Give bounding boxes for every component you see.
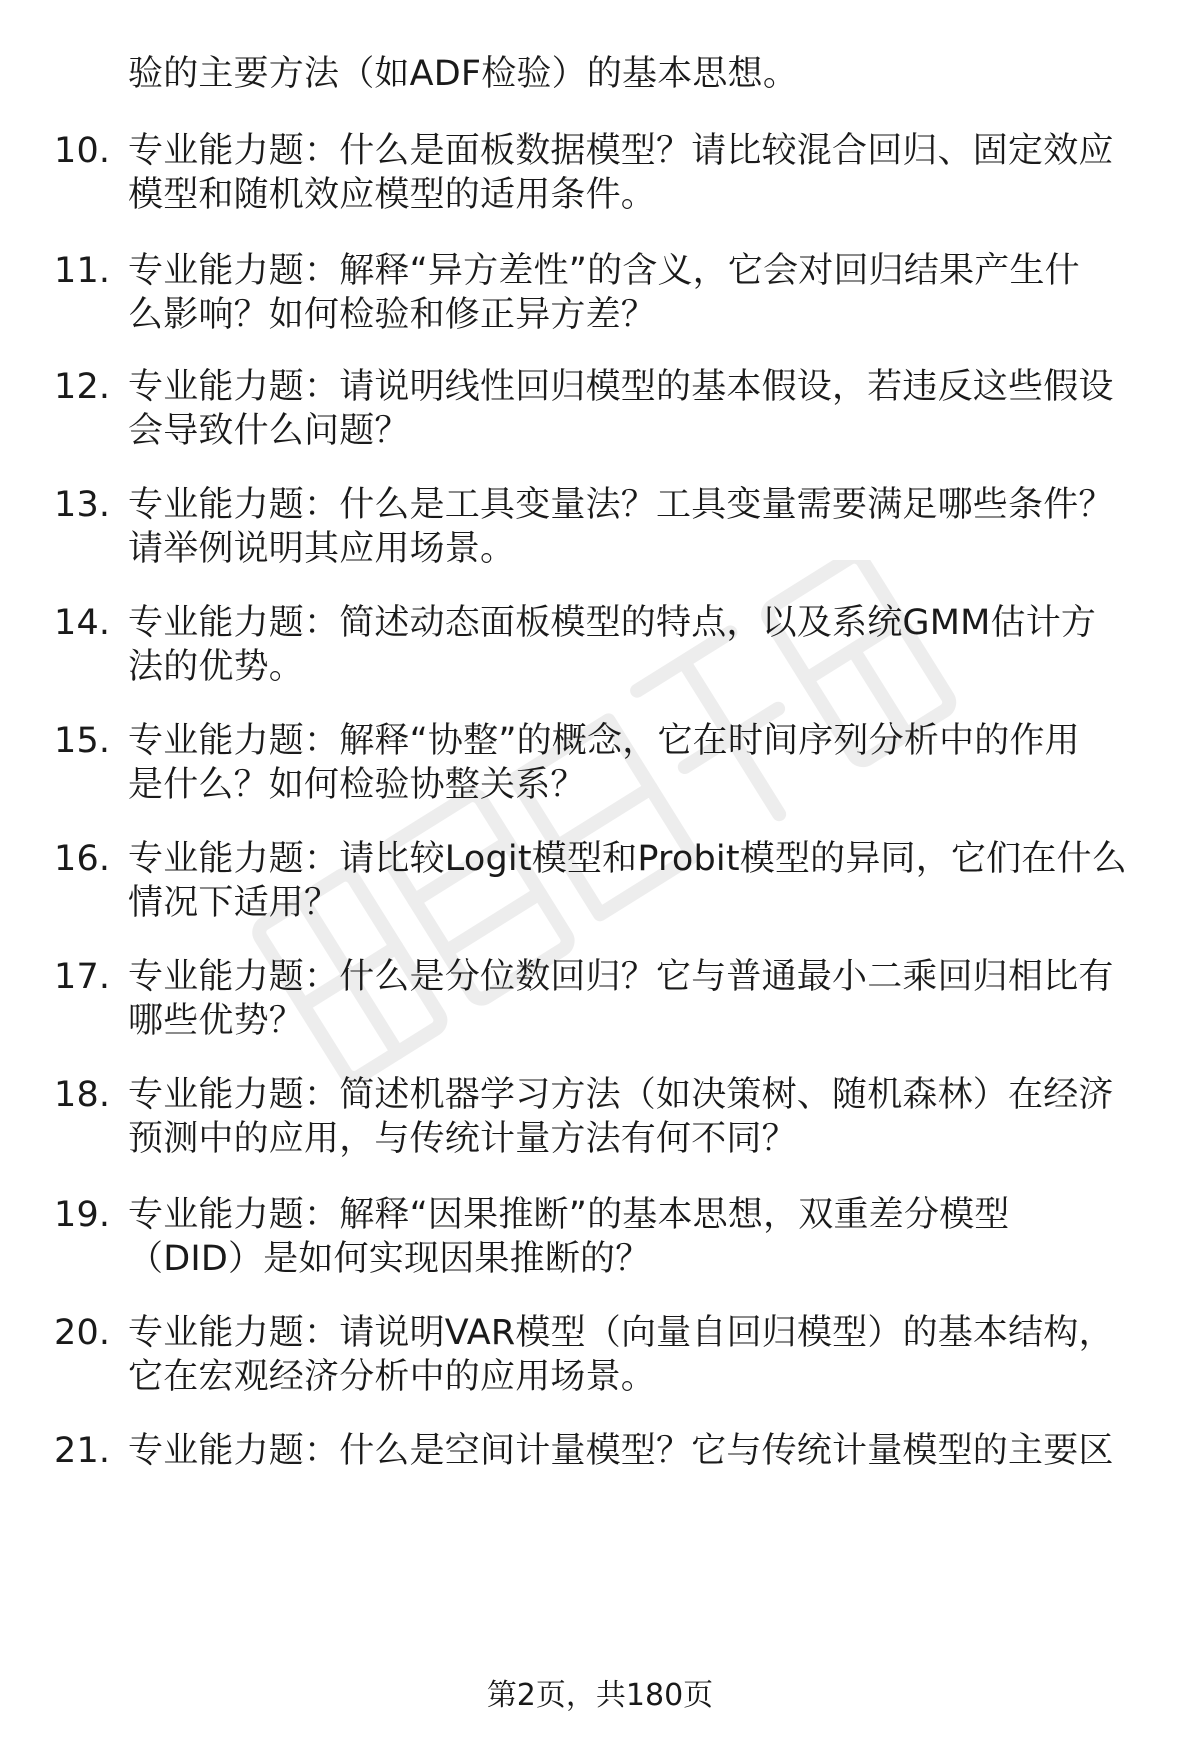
- question-text-line2: 预测中的应用，与传统计量方法有何不同？: [128, 1119, 797, 1159]
- question-number: 20.: [54, 1313, 111, 1353]
- question-number: 12.: [54, 367, 111, 407]
- question-text-line1: 专业能力题：解释“异方差性”的含义，它会对回归结果产生什: [128, 251, 1080, 291]
- question-text-line2: 模型和随机效应模型的适用条件。: [128, 175, 657, 215]
- question-text-line1: 专业能力题：什么是分位数回归？它与普通最小二乘回归相比有: [128, 957, 1114, 997]
- question-text-line1: 专业能力题：什么是工具变量法？工具变量需要满足哪些条件？: [128, 485, 1114, 525]
- question-text-line1: 专业能力题：什么是面板数据模型？请比较混合回归、固定效应: [128, 131, 1114, 171]
- question-text-line1: 专业能力题：解释“因果推断”的基本思想，双重差分模型: [128, 1195, 1010, 1235]
- question-number: 19.: [54, 1195, 111, 1235]
- question-text-line2: （DID）是如何实现因果推断的？: [128, 1239, 651, 1279]
- question-number: 21.: [54, 1431, 111, 1471]
- question-text-line2: 会导致什么问题？: [128, 411, 410, 451]
- question-number: 13.: [54, 485, 111, 525]
- question-text-line1: 专业能力题：请比较Logit模型和Probit模型的异同，它们在什么: [128, 839, 1127, 879]
- continuation-text: 验的主要方法（如ADF检验）的基本思想。: [128, 54, 799, 94]
- question-text-line2: 法的优势。: [128, 647, 305, 687]
- question-text-line2: 是什么？如何检验协整关系？: [128, 765, 586, 805]
- question-number: 17.: [54, 957, 111, 997]
- question-number: 18.: [54, 1075, 111, 1115]
- question-text-line2: 请举例说明其应用场景。: [128, 529, 516, 569]
- question-number: 11.: [54, 251, 111, 291]
- question-number: 10.: [54, 131, 111, 171]
- question-text-line2: 么影响？如何检验和修正异方差？: [128, 295, 657, 335]
- page-footer: 第2页，共180页: [486, 1678, 714, 1713]
- question-text-line1: 专业能力题：请说明线性回归模型的基本假设，若违反这些假设: [128, 367, 1114, 407]
- question-text-line1: 专业能力题：解释“协整”的概念，它在时间序列分析中的作用: [128, 721, 1080, 761]
- question-text-line2: 哪些优势？: [128, 1001, 305, 1041]
- question-number: 16.: [54, 839, 111, 879]
- question-text-line2: 情况下适用？: [128, 883, 340, 923]
- question-text-line2: 它在宏观经济分析中的应用场景。: [128, 1357, 657, 1397]
- question-text-line1: 专业能力题：什么是空间计量模型？它与传统计量模型的主要区: [128, 1431, 1114, 1471]
- question-text-line1: 专业能力题：简述机器学习方法（如决策树、随机森林）在经济: [128, 1075, 1114, 1115]
- question-text-line1: 专业能力题：请说明VAR模型（向量自回归模型）的基本结构，: [128, 1313, 1114, 1353]
- question-number: 14.: [54, 603, 111, 643]
- question-number: 15.: [54, 721, 111, 761]
- question-text-line1: 专业能力题：简述动态面板模型的特点，以及系统GMM估计方: [128, 603, 1097, 643]
